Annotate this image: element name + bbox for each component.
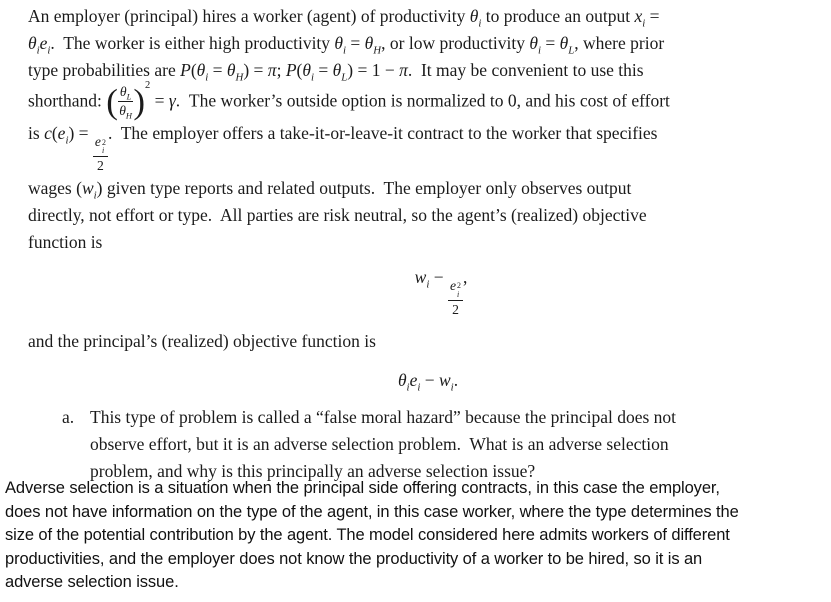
agent-objective-formula: $w_i$ − e 2 i 2 , — [414, 266, 468, 317]
text-line: directly, not effort or type. All parties are risk neutral, so the agent’s (realized) objective — [28, 204, 647, 225]
intro-paragraph — [28, 3, 828, 256]
text-line: $\theta_ie_i$. The worker is either high productivity $\theta_i = \theta_H$, or low productivity $\theta_i = \theta_L$, where prior — [28, 33, 665, 57]
answer-line: does not have information on the type of the agent, in this case worker, where the type determines the — [5, 502, 739, 521]
text-line: An employer (principal) hires a worker (agent) of productivity $\theta_i$ to produce an output $x_i$ = — [28, 6, 660, 30]
text-line: type probabilities are $P(\theta_i = \theta_H) = \pi$; $P(\theta_i = \theta_L) = 1 - \pi$. It may be convenient to use this — [28, 60, 644, 84]
text-line: problem, and why is this principally an adverse selection issue? — [90, 461, 536, 482]
question-item-a — [28, 404, 828, 485]
text-line: This type of problem is called a “false moral hazard” because the principal does not — [90, 407, 677, 428]
fraction: ( $\frac{\theta_L}{\theta_H}$ ) 2 — [106, 79, 151, 122]
text-line: observe effort, but it is an adverse selection problem. What is an adverse selection — [90, 434, 669, 455]
answer-line: adverse selection issue. — [5, 573, 179, 591]
answer-line: productivities, and the employer does not know the productivity of a worker to be hired, so it is an — [5, 549, 703, 568]
answer-line: Adverse selection is a situation when the principal side offering contracts, in this case the employer, — [5, 479, 720, 497]
text-line: and the principal’s (realized) objective function is — [28, 331, 376, 352]
text-line: function is — [28, 231, 103, 252]
item-a-label: a. — [62, 407, 75, 428]
answer-line: size of the potential contribution by the agent. The model considered here admits workers of different — [5, 526, 730, 544]
text-line: shorthand: ( $\frac{\theta_L}{\theta_H}$ ) 2 = γ. The worker’s outside option is normalized to 0, and his cost of effort — [28, 79, 670, 122]
fraction: e 2 i 2 — [449, 277, 461, 317]
fraction: e 2 i 2 — [94, 133, 106, 174]
item-a-text — [90, 404, 828, 485]
principal-objective-formula: $\theta_ie_i - w_i$. — [397, 370, 459, 394]
principal-intro-paragraph — [28, 328, 828, 355]
problem-statement — [28, 3, 828, 485]
text-line: wages $(w_i)$ given type reports and related outputs. The employer only observes output — [28, 177, 632, 202]
answer-paragraph — [5, 477, 829, 595]
text-line: is $c(e_i)$ = e 2 i 2 . The employer offers a take-it-or-leave-it contract to the worker that specifies — [28, 122, 658, 174]
